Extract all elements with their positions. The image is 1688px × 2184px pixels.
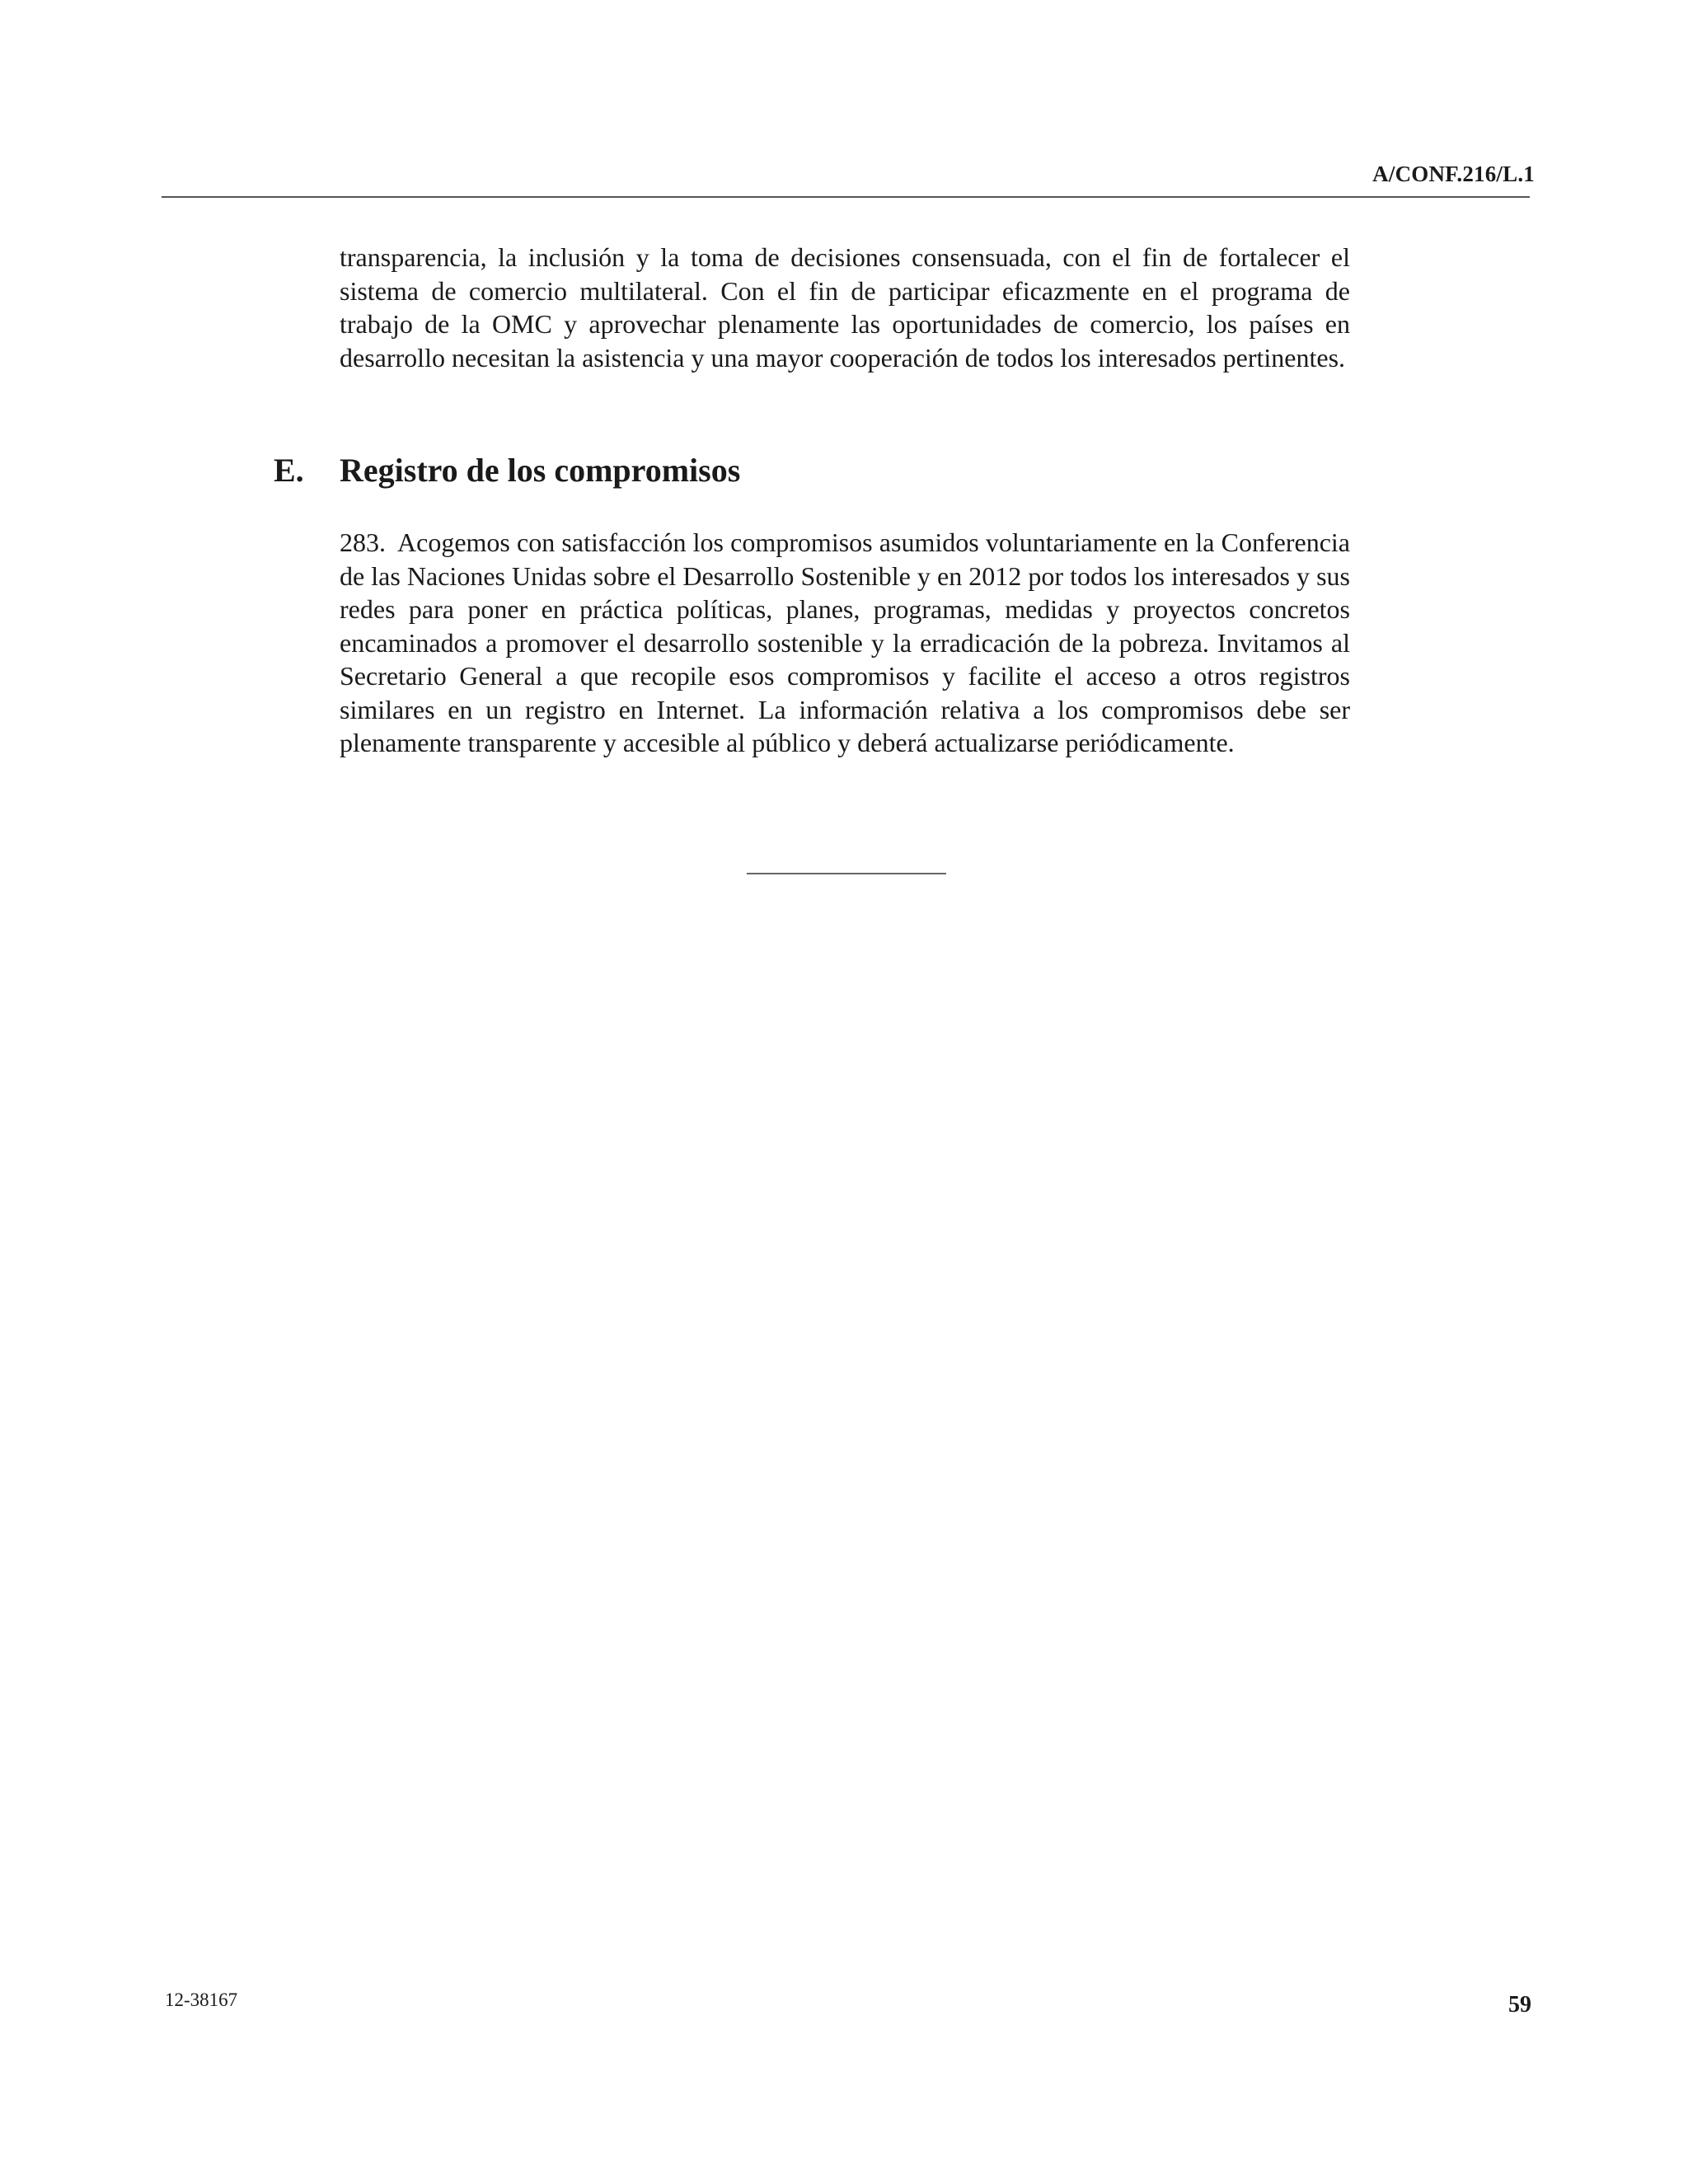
section-letter: E. [274, 452, 304, 489]
paragraph-number: 283. [340, 527, 386, 557]
paragraph-283 [340, 526, 1350, 760]
continued-paragraph: transparencia, la inclusión y la toma de decisiones consensuada, con el fin de fortalecer el sistema de comercio multilateral. Con el fin de participar eficazmente en el programa de trabajo de la OMC y aprovechar plenamente las oportunidades de comercio, los países en desarrollo necesitan la asistencia y una mayor cooperación de todos los interesados pertinentes. [340, 242, 1350, 373]
page-number: 59 [1508, 1992, 1531, 2018]
section-heading [274, 451, 740, 490]
header-rule [162, 196, 1530, 198]
paragraph-text: Acogemos con satisfacción los compromisos asumidos voluntariamente en la Conferencia de las Naciones Unidas sobre el Desarrollo Sostenible y en 2012 por todos los interesados y sus redes para poner en práctica políticas, planes, programas, medidas y proyectos concretos encaminados a promover el desarrollo sostenible y la erradicación de la pobreza. Invitamos al Secretario General a que recopile esos compromisos y facilite el acceso a otros registros similares en un registro en Internet. La información relativa a los compromisos debe ser plenamente transparente y accesible al público y deberá actualizarse periódicamente. [340, 527, 1350, 757]
end-of-document-rule [747, 873, 946, 874]
job-number: 12-38167 [165, 1990, 238, 2010]
document-symbol: A/CONF.216/L.1 [1372, 162, 1535, 186]
section-title: Registro de los compromisos [340, 452, 741, 489]
